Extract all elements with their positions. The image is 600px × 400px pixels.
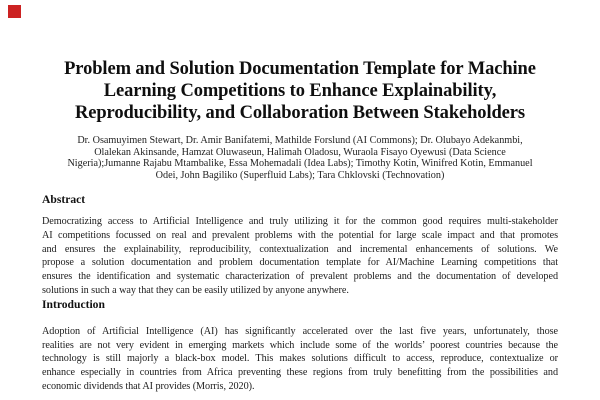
red-marker-icon (8, 5, 21, 18)
title-line: Learning Competitions to Enhance Explainability, (103, 81, 497, 101)
author-line: Odei, John Bagiliko (Superfluid Labs); Tara Chklovski (Technovation) (155, 169, 445, 181)
paragraph-line: propose a solution documentation and problem documentation template for AI/Machine Learning competitions that (42, 257, 558, 269)
title-line: Problem and Solution Documentation Template for Machine (64, 59, 536, 79)
paragraph-line: solutions in such a way that they can be easily utilized by anyone anywhere. (42, 284, 349, 296)
authors-block (42, 135, 558, 181)
author-line: Dr. Osamuyimen Stewart, Dr. Amir Banifatemi, Mathilde Forslund (AI Commons); Dr. Olubayo Adekanmbi, (77, 135, 523, 146)
paragraph-line: technology is still majorly a black-box model. This makes solutions difficult to access, reproduce, contextualize or (42, 353, 558, 365)
author-line: Olalekan Akinsande, Hamzat Oluwaseun, Halimah Oladosu, Wuraola Fisayo Oyewusi (Data Science (94, 146, 506, 158)
paragraph-line: economic dividends that AI provides (Morris, 2020). (42, 380, 255, 392)
author-line: Nigeria);Jumanne Rajabu Mtambalike, Essa Mohemadali (Idea Labs); Timothy Kotin, Winifred Kotin, Emmanuel (67, 158, 533, 169)
title-line: Reproducibility, and Collaboration Between Stakeholders (74, 103, 526, 123)
paragraph-line: enhance especially in countries from Africa preventing these regions from truly benefitting from the possibilities and (42, 367, 558, 379)
paragraph-line: and ensures the explainability, reproducibility, contextualization and incremental enhancements of solutions. We (42, 243, 558, 255)
paragraph-line: Adoption of Artificial Intelligence (AI) has significantly accelerated over the last five years, unfortunately, those (42, 325, 558, 337)
paragraph-line: Democratizing access to Artificial Intelligence and truly utilizing it for the common good requires multi-stakeholder (42, 216, 558, 227)
paragraph-line: ensures the identification and systematic characterization of prevalent problems and the documentation of developed (42, 271, 558, 283)
abstract-paragraph (42, 215, 558, 298)
section-heading-abstract: Abstract (42, 193, 86, 206)
paper-title (42, 58, 558, 124)
section-heading-introduction: Introduction (42, 297, 105, 311)
paragraph-line: realities are not very evident in emerging markets which include some of the worlds’ poorest countries because the (42, 339, 558, 351)
paragraph-line: AI competitions focussed on real and prevalent problems with the potential for large scale impact and that promotes (42, 229, 558, 241)
introduction-paragraph (42, 325, 558, 394)
